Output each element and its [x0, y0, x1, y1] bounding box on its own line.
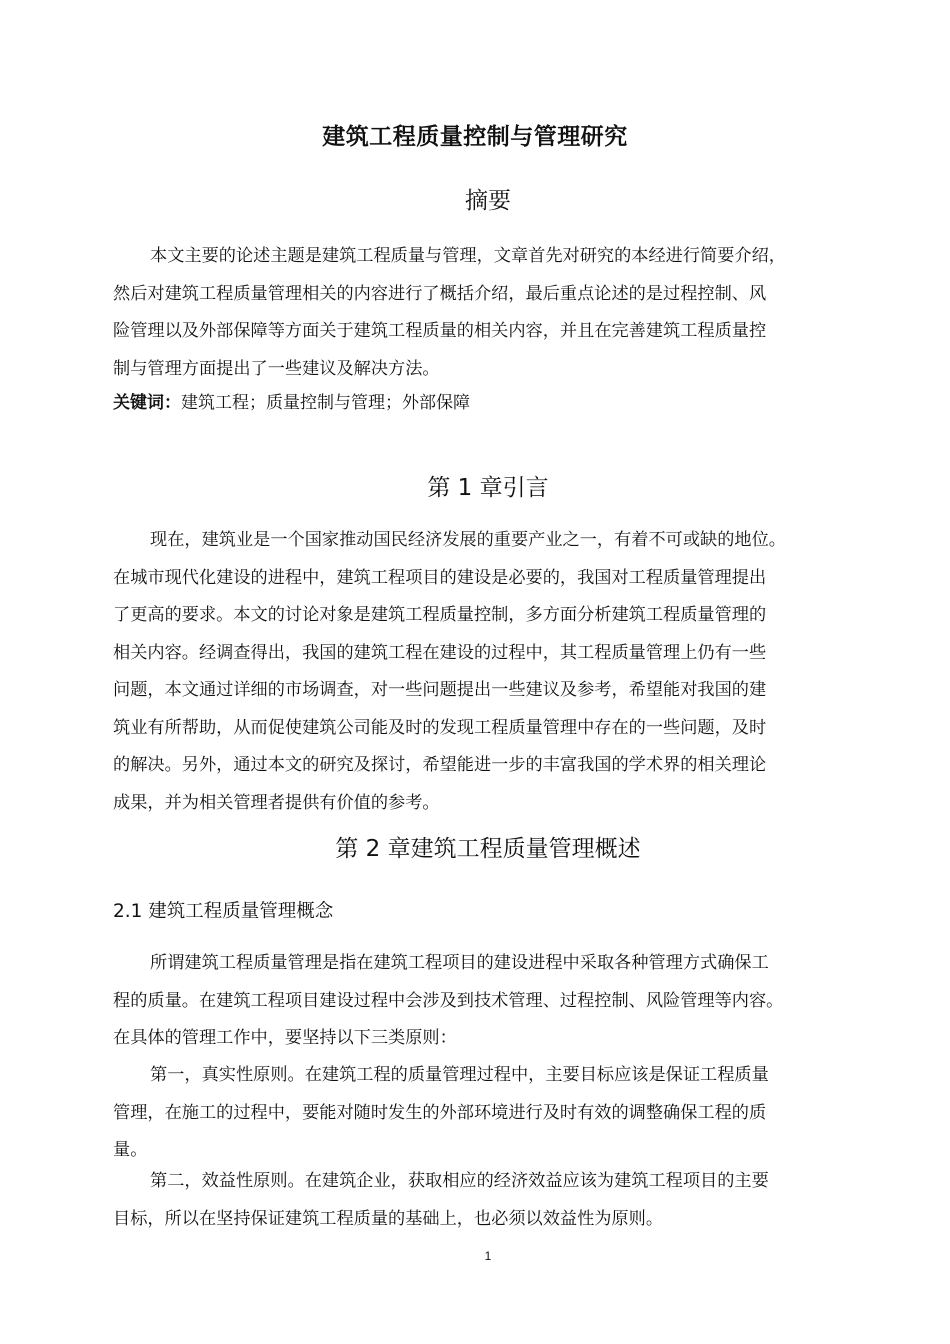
chapter-1-line: 相关内容。经调查得出，我国的建筑工程在建设的过程中，其工程质量管理上仍有一些 — [113, 642, 767, 663]
abstract-line: 本文主要的论述主题是建筑工程质量与管理，文章首先对研究的本经进行简要介绍， — [150, 246, 786, 266]
keywords — [113, 388, 470, 418]
chapter-1-line: 筑业有所帮助，从而促使建筑公司能及时的发现工程质量管理中存在的一些问题，及时 — [113, 717, 767, 738]
page-number: 1 — [484, 1249, 492, 1263]
chapter-1-line: 在城市现代化建设的进程中，建筑工程项目的建设是必要的，我国对工程质量管理提出 — [113, 567, 767, 588]
abstract-line: 制与管理方面提出了一些建议及解决方法。 — [113, 358, 440, 379]
abstract-line: 然后对建筑工程质量管理相关的内容进行了概括介绍，最后重点论述的是过程控制、风 — [113, 283, 767, 304]
keywords-label: 关键词： — [113, 393, 181, 413]
section-line: 所谓建筑工程质量管理是指在建筑工程项目的建设进程中采取各种管理方式确保工 — [150, 953, 769, 973]
section-line: 程的质量。在建筑工程项目建设过程中会涉及到技术管理、过程控制、风险管理等内容。 — [113, 990, 784, 1011]
section-line: 目标，所以在坚持保证建筑工程质量的基础上，也必须以效益性为原则。 — [113, 1208, 664, 1229]
section-line: 第一，真实性原则。在建筑工程的质量管理过程中，主要目标应该是保证工程质量 — [150, 1065, 769, 1085]
section-2-1-paragraph-1 — [113, 945, 873, 1058]
chapter-1-line: 问题，本文通过详细的市场调查，对一些问题提出一些建议及参考，希望能对我国的建 — [113, 680, 767, 700]
chapter-1-line: 现在，建筑业是一个国家推动国民经济发展的重要产业之一，有着不可或缺的地位。 — [150, 530, 786, 550]
chapter-1-line: 了更高的要求。本文的讨论对象是建筑工程质量控制，多方面分析建筑工程质量管理的 — [113, 605, 767, 625]
section-line: 量。 — [113, 1140, 148, 1160]
chapter-1-line: 成果，并为相关管理者提供有价值的参考。 — [113, 792, 440, 813]
abstract-heading: 摘要 — [465, 188, 511, 214]
keywords-text: 建筑工程；质量控制与管理；外部保障 — [181, 393, 470, 413]
section-line: 第二，效益性原则。在建筑企业，获取相应的经济效益应该为建筑工程项目的主要 — [150, 1171, 769, 1191]
abstract-paragraph — [113, 238, 873, 388]
section-line: 管理，在施工的过程中，要能对随时发生的外部环境进行及时有效的调整确保工程的质 — [113, 1102, 767, 1123]
section-line: 在具体的管理工作中，要坚持以下三类原则： — [113, 1028, 457, 1048]
abstract-line: 险管理以及外部保障等方面关于建筑工程质量的相关内容，并且在完善建筑工程质量控 — [113, 321, 767, 341]
chapter-1-line: 的解决。另外，通过本文的研究及探讨，希望能进一步的丰富我国的学术界的相关理论 — [113, 755, 767, 775]
section-2-1-paragraph-3 — [113, 1163, 873, 1238]
chapter-1-heading: 第 1 章引言 — [427, 475, 549, 501]
chapter-1-paragraph — [113, 522, 873, 822]
document-title: 建筑工程质量控制与管理研究 — [322, 124, 628, 150]
section-2-1-paragraph-2 — [113, 1057, 873, 1170]
section-2-1-heading: 2.1 建筑工程质量管理概念 — [113, 901, 334, 922]
chapter-2-heading: 第 2 章建筑工程质量管理概述 — [335, 836, 641, 862]
